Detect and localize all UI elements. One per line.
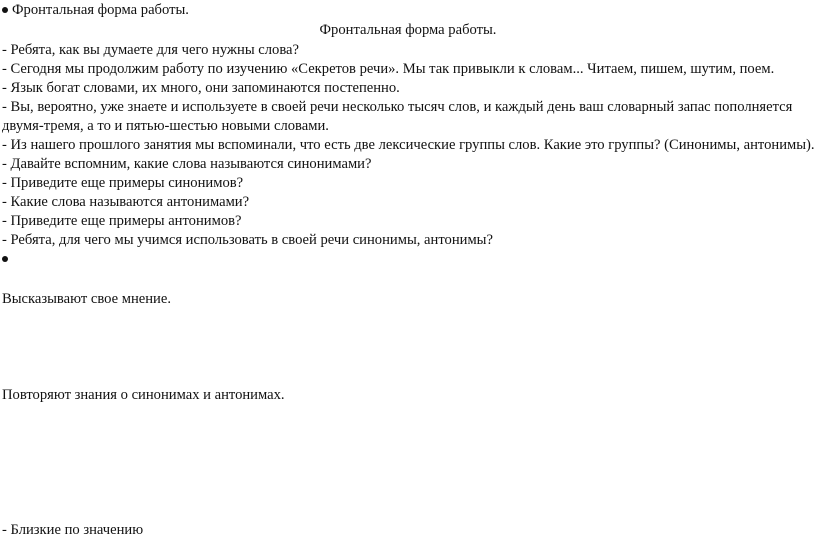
- dialogue-line: - Давайте вспомним, какие слова называются синонимами?: [2, 156, 372, 172]
- dialogue-line: - Сегодня мы продолжим работу по изучению «Секретов речи». Мы так привыкли к словам... Читаем, пишем, шутим, поем.: [2, 61, 775, 77]
- student-opinion: Высказывают свое мнение.: [2, 291, 171, 307]
- dialogue-line: - Ребята, как вы думаете для чего нужны слова?: [2, 42, 299, 58]
- dialogue-line: - Приведите еще примеры синонимов?: [2, 175, 244, 191]
- bullet-icon: [2, 7, 8, 13]
- dialogue-line: - Вы, вероятно, уже знаете и используете в своей речи несколько тысяч слов, и каждый день ваш словарный запас пополняется: [2, 99, 793, 115]
- bullet-icon: [2, 256, 8, 262]
- dialogue-line: - Приведите еще примеры антонимов?: [2, 213, 242, 229]
- empty-bullet-line: [2, 250, 12, 268]
- student-review: Повторяют знания о синонимах и антонимах.: [2, 387, 285, 403]
- dialogue-line: двумя-тремя, а то и пятью-шестью новыми словами.: [2, 118, 329, 134]
- student-answer: - Близкие по значению: [2, 522, 144, 538]
- dialogue-line: - Какие слова называются антонимами?: [2, 194, 250, 210]
- dialogue-line: - Язык богат словами, их много, они запоминаются постепенно.: [2, 80, 400, 96]
- centered-title: Фронтальная форма работы.: [319, 22, 497, 38]
- bullet-title-line: [2, 1, 189, 19]
- bullet-title: Фронтальная форма работы.: [12, 2, 189, 18]
- dialogue-line: - Ребята, для чего мы учимся использовать в своей речи синонимы, антонимы?: [2, 232, 493, 248]
- dialogue-line: - Из нашего прошлого занятия мы вспоминали, что есть две лексические группы слов. Какие это группы? (Синонимы, антонимы).: [2, 137, 815, 153]
